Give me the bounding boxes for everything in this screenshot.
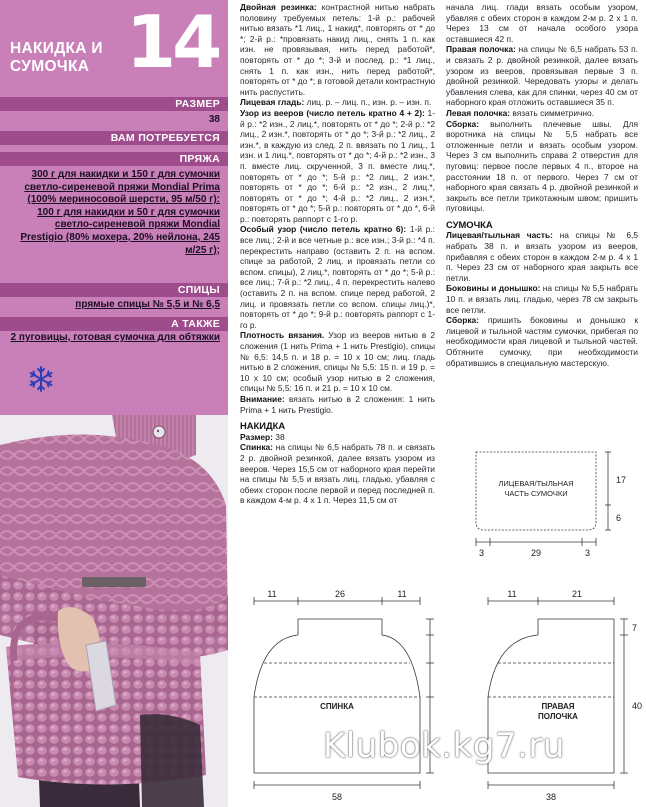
bag-front-paragraph: [446, 230, 638, 283]
fan-pattern-text: 1-й р.: *2 изн., 2 лиц.*, повторять от * до *; 2-й р.: *2 лиц., 2 изн.*, повторять от * до *; 3-й р.: *2 лиц., 2 изн.*, в каждую из след. 2 п. ввязать по 1 лиц., 1 изн. и 1 лиц.*, повторять от * до *; 4-й р.: *2 изн., 3 п. вместе лиц. скрученной, 3 п. вместе лиц.*, повторять от * до *; 5-й р.: *2 лиц., 2 изн.*, повторять от * до *; 6-й р.: *2 изн., 2 лиц.*, повторять от * до *; 4-й р.: *2 лиц., 2 изн.*, повторять от * до *; 5-й р.: повторять от * до *, 6-й р.: повторять раппорт с 1-го р.: [240, 107, 435, 224]
stockinette-paragraph: [240, 97, 435, 108]
right-front-text: на спицы № 6,5 набрать 53 п. и связать 2 р. двойной резинкой, далее вязать узором из вееров, провязывая первые 3 п. двойной резинкой. Чередовать узоры и делать убавления слева, как для спинки, через 40 см от наборного края отложить оставшиеся 35 п.: [446, 44, 638, 108]
bag-front-text: на спицы № 6,5 набрать 38 п. и вязать узором из вееров, прибавляя с обеих сторон в каждом 2-м р. 4 х 1 п. Через 23 см от наборного края закрыть все петли.: [446, 230, 638, 283]
front-dim-38: 38: [545, 792, 557, 802]
title-line-1: НАКИДКА И: [10, 40, 103, 57]
assembly-heading: Сборка:: [446, 118, 479, 129]
front-dim-11: 11: [507, 589, 517, 599]
extras-text: [0, 332, 228, 345]
gauge-heading: Плотность вязания.: [240, 330, 325, 341]
right-front-heading: Правая полочка:: [446, 44, 516, 55]
issue-number: 14: [126, 0, 219, 84]
bag-assembly-text: пришить боковины и донышко к лицевой и тыльной частям сумочки, прибегая по необходимости края лицевой и тыльной частей. Обтяните сумочку, при необходимости обратившись в специальную мастерскую.: [446, 315, 638, 368]
yarn-text-content: 300 г для накидки и 150 г для сумочки светло-сиреневой пряжи Mondial Prima (100% мериносовой шерсти, 95 м/50 г): 100 г для накидки и 50 г для сумочки светло-сиреневой пряжи Mondial Prestigio (80% мохера, 20% нейлона, 245 м/25 г);: [20, 169, 220, 256]
front-schematic-label-1: ПРАВАЯ: [541, 702, 575, 711]
bag-dim-29: 29: [530, 548, 542, 558]
cape-heading: НАКИДКА: [240, 420, 286, 432]
back-continued: начала лиц. глади вязать особым узором, убавляя с обеих сторон в каждом 2-м р. 2 х 1 п. Через 13 см от начала особого узора оставшиеся 42 п.: [446, 2, 638, 44]
title-line-2: СУМОЧКА: [10, 58, 90, 75]
bag-schematic: [446, 440, 646, 562]
front-schematic-label-2: ПОЛОЧКА: [538, 712, 578, 721]
needles-text: [0, 299, 228, 312]
back-dim-11-left: 11: [267, 589, 277, 599]
materials-heading: ВАМ ПОТРЕБУЕТСЯ: [0, 131, 228, 145]
attention-heading: Внимание:: [240, 393, 285, 404]
attention-text: вязать нитью в 2 сложения: 1 нить Prima + 1 нить Prestigio.: [240, 393, 435, 415]
bag-dim-3-right: 3: [585, 548, 591, 558]
bag-dim-6: 6: [616, 513, 622, 523]
back-schematic-label: СПИНКА: [320, 702, 354, 711]
front-dim-40: 40: [632, 701, 643, 711]
back-dim-11-right: 11: [397, 589, 407, 599]
sidebar: [0, 0, 228, 415]
yarn-heading: ПРЯЖА: [0, 152, 228, 166]
size-heading: РАЗМЕР: [0, 97, 228, 111]
stockinette-text: лиц. р. – лиц. п., изн. р. – изн. п.: [304, 97, 432, 108]
fan-pattern-paragraph: [240, 108, 435, 225]
fan-pattern-heading: Узор из вееров (число петель кратно 4 + 2):: [240, 107, 425, 118]
gauge-paragraph: [240, 330, 435, 394]
bag-heading: СУМОЧКА: [446, 218, 493, 230]
garment-photo: [0, 415, 228, 807]
cape-size: [240, 432, 435, 443]
double-rib-paragraph: [240, 2, 435, 97]
needles-text-content: прямые спицы № 5,5 и № 6,5: [75, 299, 220, 310]
back-text: на спицы № 6,5 набрать 78 п. и связать 2 р. двойной резинкой, далее вязать узором из вееров. Через 15,5 см от наборного края перейти на спицы № 5,5 и вязать лиц. гладью, убавляя с обеих сторон после первой и перед последней п. в каждом 4-м р. 4 х 1 п. Через 11,5 см от: [240, 442, 435, 506]
double-rib-text: контрастной нитью набрать половину требуемых петель: 1-й р.: рабочей нитью вязать *1 лиц., 1 накид*, повторять от * до *; 2-й р.: *провязать накид лиц., снять 1 п. как изн. не провязывая, нить перед работой*, повторять от * до *; 3-й и послед. р.: *1 лиц., снять 1 п. как изн., нить перед работой*, повторять от * до *; в готовой детали контрастную нить распустить.: [240, 2, 435, 97]
bag-dim-3-left: 3: [479, 548, 485, 558]
special-pattern-paragraph: [240, 224, 435, 330]
bag-sides-heading: Боковины и донышко:: [446, 283, 541, 294]
front-dim-7: 7: [632, 623, 638, 633]
back-dim-58: 58: [331, 792, 343, 802]
cape-size-value: 38: [272, 431, 285, 442]
bag-assembly-paragraph: [446, 315, 638, 368]
watermark: Klubok.kg7.ru: [323, 726, 565, 766]
text-column-2: [446, 2, 638, 368]
back-dim-26: 26: [334, 589, 346, 599]
right-front-paragraph: [446, 44, 638, 108]
size-value: 38: [208, 114, 220, 125]
back-heading: Спинка:: [240, 442, 273, 453]
double-rib-heading: Двойная резинка:: [240, 2, 317, 12]
left-front-text: вязать симметрично.: [510, 107, 594, 118]
bag-sides-text: на спицы № 5,5 набрать 10 п. и вязать лиц. гладью, через 78 см закрыть все петли.: [446, 283, 638, 315]
photo-illustration: [0, 415, 228, 807]
assembly-paragraph: [446, 119, 638, 214]
assembly-text: выполнить плечевые швы. Для воротника на спицы № 5,5 набрать все отложенные петли и вязать особым узором. Через 3 см выполнить справа 2 отверстия для пуговиц: первое после первых 4 п., второе на расстоянии 18 п. от первого. Через 7 см от наборного края связать 4 р. двойной резинкой и закрыть все петли трикотажным швом; пришить пуговицы.: [446, 118, 638, 214]
back-schematic: [240, 585, 440, 807]
back-paragraph: [240, 442, 435, 506]
attention-paragraph: [240, 394, 435, 415]
left-front-heading: Левая полочка:: [446, 107, 511, 118]
bag-dim-17: 17: [616, 475, 627, 485]
needles-heading: СПИЦЫ: [0, 283, 228, 297]
bag-schematic-label-1: ЛИЦЕВАЯ/ТЫЛЬНАЯ: [498, 479, 574, 488]
cape-size-label: Размер:: [240, 431, 273, 442]
right-front-schematic: [440, 585, 646, 807]
bag-front-heading: Лицевая/тыльная часть:: [446, 230, 553, 241]
gauge-text: Узор из вееров нитью в 2 сложения (1 нить Prima + 1 нить Prestigio), спицы № 6,5: 14,5 п. и 18 р. = 10 х 10 см; лиц. гладь нитью в 2 сложения, спицы № 5,5: 15 п. и 19 р. = 10 х 10 см; особый узор нитью в 2 сложения, спицы № 5,5: 16 п. и 21 р. = 10 х 10 см.: [240, 330, 435, 394]
bag-sides-paragraph: [446, 283, 638, 315]
special-pattern-text: 1-й р.: все лиц.; 2-й и все четные р.: все изн.; 3-й р.: *4 п. перекрестить направо (оставить 2 п. на вспом. спице за работой, 2 лиц. и провязать петли со вспом. спицы), 2 лиц.*, повторять от * до *; 5-й р.: все лиц.; 7-й р.: *2 лиц., 4 п. перекрестить налево (оставить 2 п. на вспом. спице перед работой, 2 лиц. и провязать петли со вспом. спицы лиц.)*, повторять от * до *; 9-й р.: повторять раппорт с 1-го р.: [240, 224, 435, 330]
extras-heading: А ТАКЖЕ: [0, 317, 228, 331]
bag-schematic-label-2: ЧАСТЬ СУМОЧКИ: [504, 489, 568, 498]
front-dim-21: 21: [571, 589, 583, 599]
snowflake-icon: [27, 365, 55, 393]
left-front-paragraph: [446, 108, 638, 119]
stockinette-heading: Лицевая гладь:: [240, 97, 305, 108]
bag-assembly-heading: Сборка:: [446, 315, 479, 326]
extras-text-content: 2 пуговицы, готовая сумочка для обтяжки: [10, 332, 220, 343]
yarn-text: [0, 169, 228, 257]
special-pattern-heading: Особый узор (число петель кратно 6):: [240, 224, 407, 235]
text-column-1: [240, 2, 435, 506]
title-block: [0, 0, 228, 88]
